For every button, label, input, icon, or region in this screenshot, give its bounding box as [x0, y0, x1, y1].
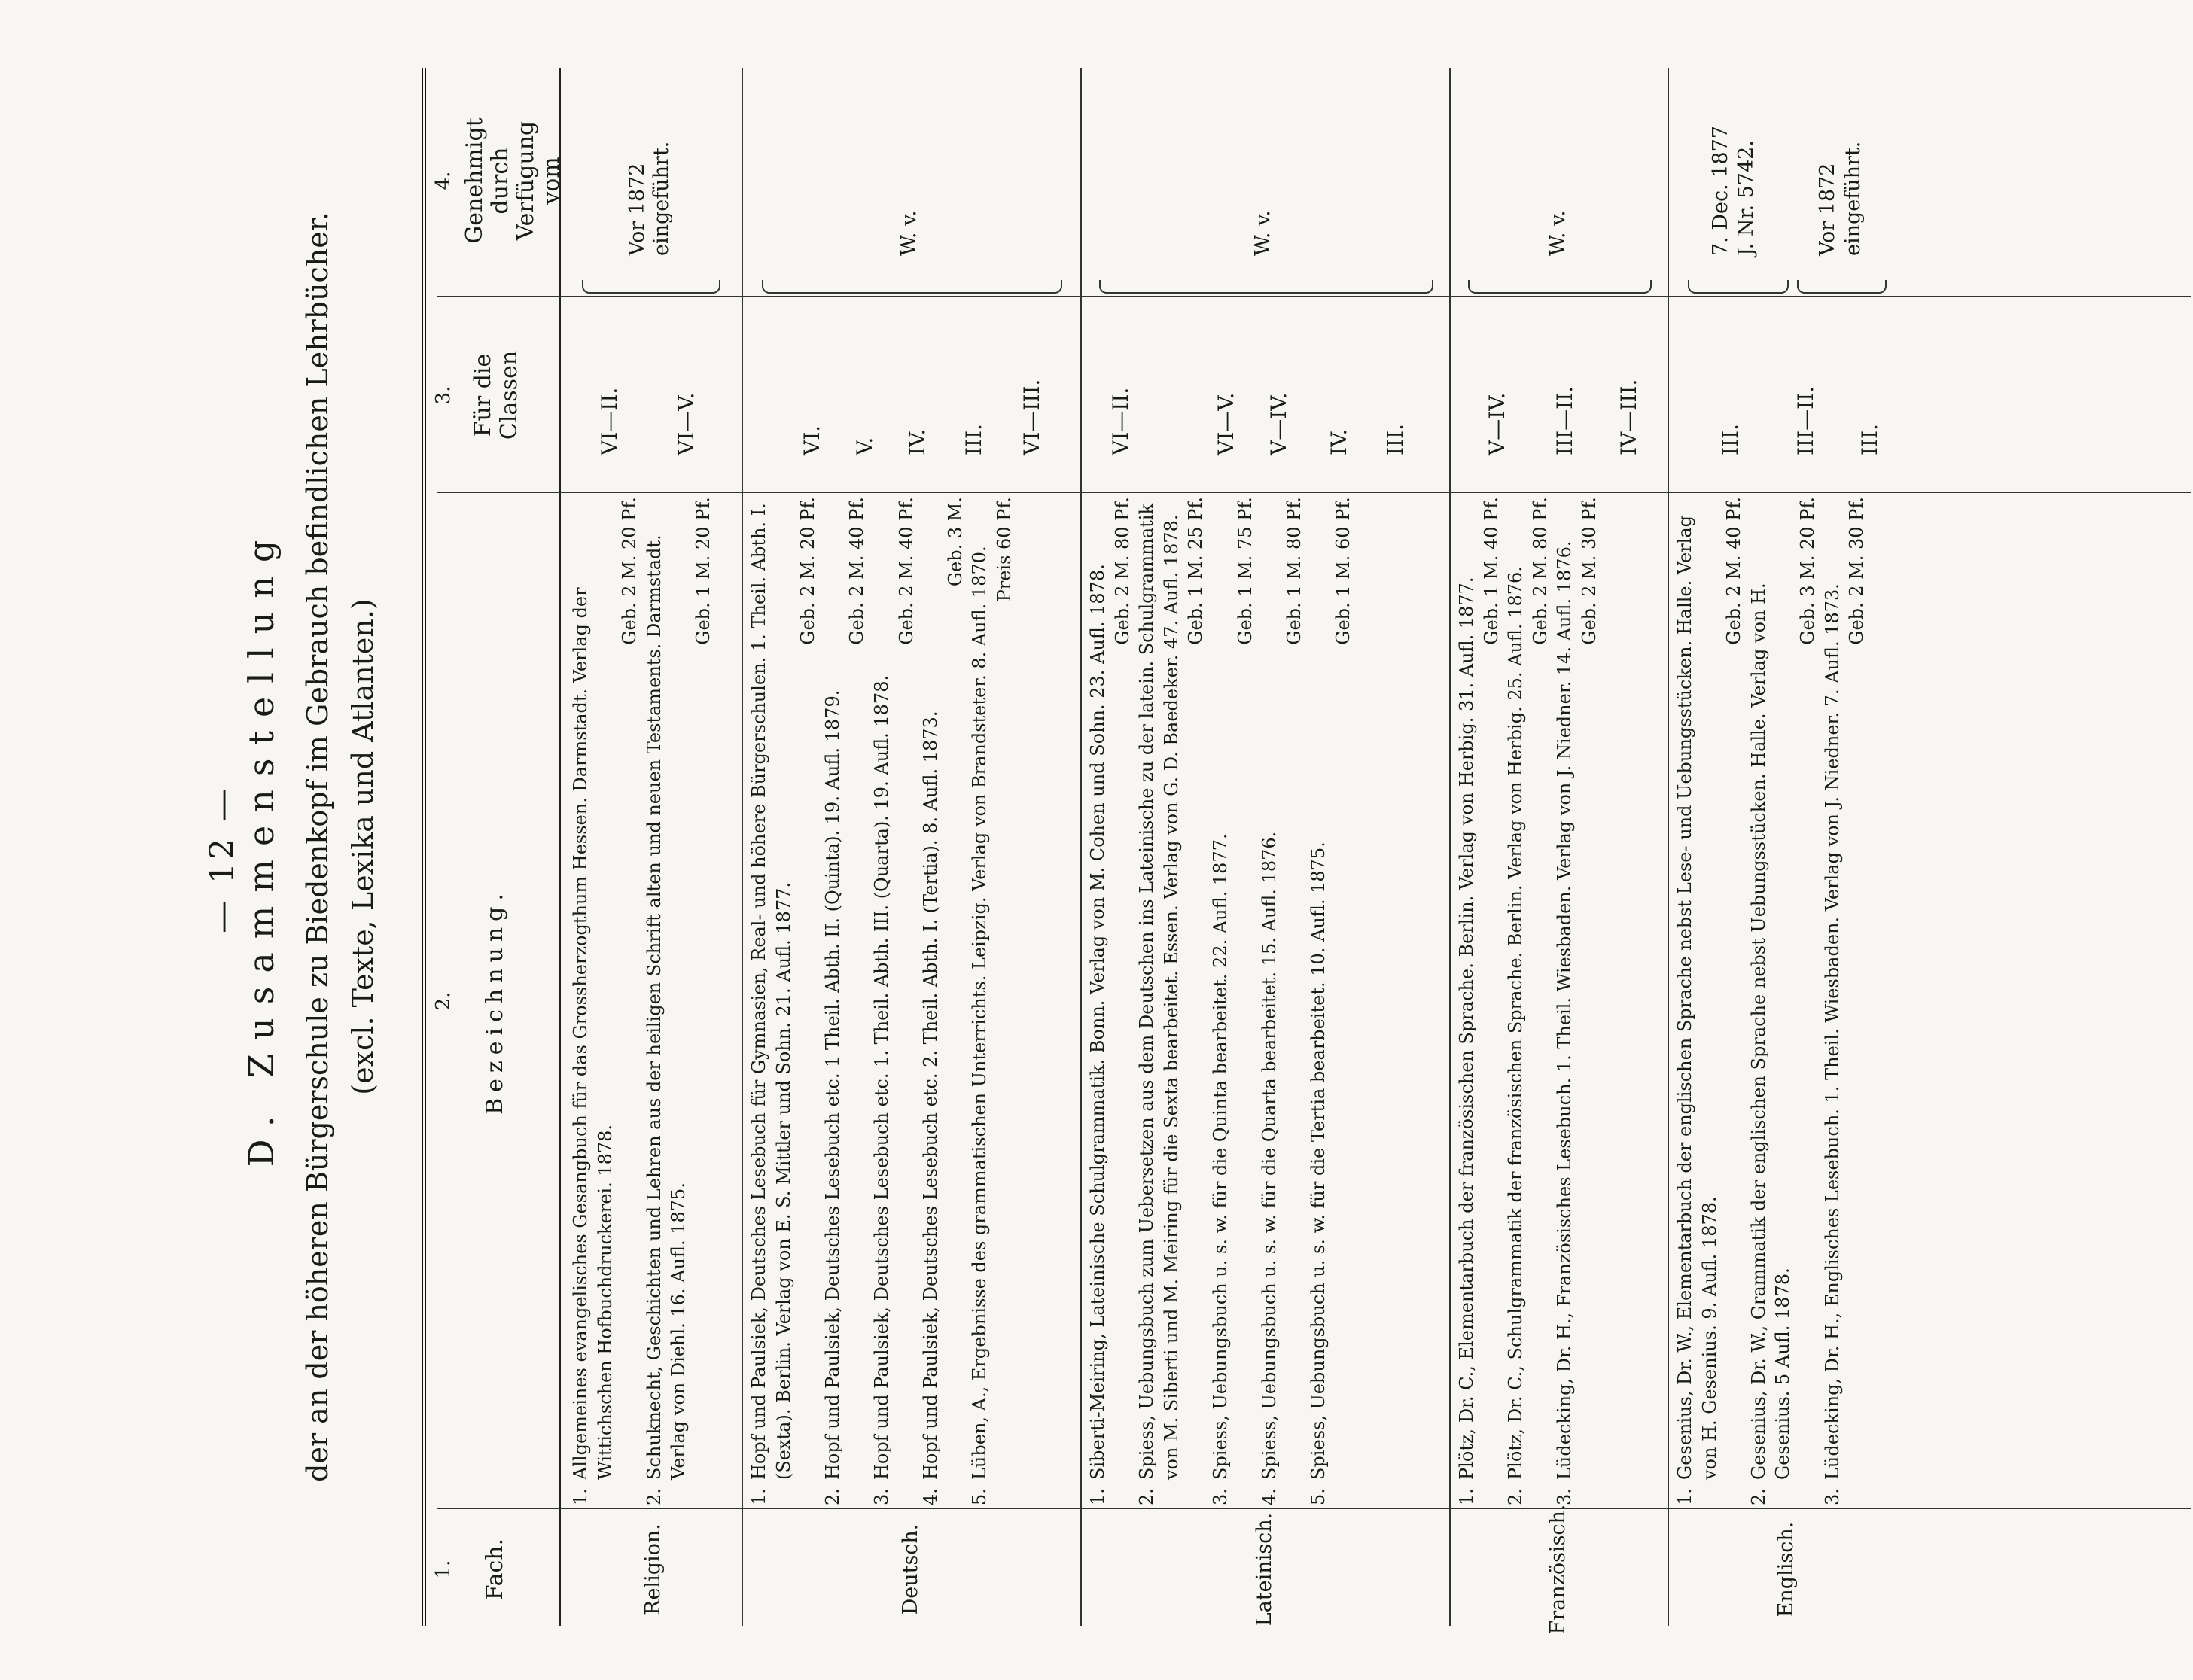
entry-price: Geb. 2 M. 30 Pf.	[1846, 497, 1868, 645]
entry-number: 1.	[570, 1488, 591, 1505]
rotated-content	[203, 68, 2191, 1635]
row-divider	[1668, 68, 1669, 1626]
class-range: V—IV.	[1266, 392, 1291, 455]
entry-price: Geb. 3 M. 20 Pf.	[1796, 497, 1818, 645]
class-range: IV.	[905, 428, 930, 455]
entry-text: Plötz, Dr. C., Schulgrammatik der französischen Sprache. Berlin. Verlag von Herbig. 25. Aufl. 1876.	[1505, 566, 1527, 1480]
page-number: — 12 —	[203, 786, 242, 933]
entry-number: 2.	[1505, 1488, 1527, 1505]
class-range: III.	[961, 423, 986, 455]
brace	[1797, 280, 1887, 294]
entry-text: Spiess, Uebungsbuch u. s. w. für die Quarta bearbeitet. 15. Aufl. 1876.	[1259, 831, 1281, 1480]
fach-label: Deutsch.	[899, 1523, 922, 1615]
approval-line: W. v.	[1251, 210, 1275, 256]
entry-number: 2.	[1136, 1488, 1158, 1505]
entry-number: 5.	[1308, 1488, 1330, 1505]
fach-label: Französisch.	[1546, 1504, 1570, 1635]
subtitle-note: (excl. Texte, Lexika und Atlanten.)	[346, 598, 379, 1095]
header-bezeichnung	[432, 497, 553, 1505]
entry-price: Geb. 2 M. 80 Pf.	[1111, 497, 1133, 645]
row-divider	[1080, 68, 1082, 1626]
class-range: III—II.	[1552, 385, 1577, 455]
class-range: VI—II.	[1108, 387, 1133, 455]
textbook-table	[422, 68, 2191, 1635]
entry-number: 3.	[870, 1488, 892, 1505]
entry-text: Gesenius, Dr. W., Elementarbuch der englischen Sprache nebst Lese- und Uebungsstücken. Halle. Verlag von H. Gesenius. 9. Aufl. 1878.	[1674, 515, 1720, 1480]
entry-number: 2.	[643, 1488, 665, 1505]
book-entry	[821, 497, 870, 1505]
entry-text: Hopf und Paulsiek, Deutsches Lesebuch für Gymnasien, Real- und höhere Bürgerschulen. 1. Theil. Abth. I. (Sexta). Berlin. Verlag von E. S. Mittler und Sohn. 21. Aufl. 1877.	[748, 503, 794, 1480]
entry-price: Geb. 1 M. 60 Pf.	[1332, 497, 1354, 645]
approval-line: J. Nr. 5742.	[1735, 140, 1758, 256]
book-list	[568, 497, 716, 1505]
entry-number: 2.	[1747, 1488, 1769, 1505]
entry-text: Lüdecking, Dr. H., Englisches Lesebuch. 1. Theil. Wiesbaden. Verlag von J. Niedner. 7. Aufl. 1873.	[1821, 583, 1843, 1480]
entry-number: 4.	[920, 1488, 942, 1505]
entry-price: Preis 60 Pf.	[993, 497, 1015, 602]
fach-label: Englisch.	[1774, 1521, 1798, 1618]
table-top-rule	[422, 68, 426, 1626]
entry-price: Geb. 2 M. 30 Pf.	[1578, 497, 1600, 645]
brace	[762, 280, 1062, 294]
header-num: 2.	[432, 991, 455, 1011]
header-fach	[432, 1513, 553, 1626]
header-num: 4.	[432, 171, 455, 190]
entry-price: Geb. 2 M. 20 Pf.	[619, 497, 641, 645]
entry-text: Spiess, Uebungsbuch zum Uebersetzen aus dem Deutschen ins Lateinische zu der latein. Schulgrammatik von M. Siberti und M. Meiring für die Sexta bearbeitet. Essen. Verlag von G. D. Baedeker. 47. Aufl. 1878.	[1136, 503, 1182, 1480]
book-entry	[747, 497, 821, 1505]
book-entry	[1503, 497, 1552, 1505]
entry-text: Lüben, A., Ergebnisse des grammatischen Unterrichts. Leipzig. Verlag von Brandsteter. 8. Aufl. 1870.	[969, 546, 991, 1480]
book-entry	[967, 497, 1016, 1505]
table-row-lateinisch	[1086, 68, 1443, 1626]
entry-text: Allgemeines evangelisches Gesangbuch für das Grossherzogthum Hessen. Darmstadt. Verlag der Wittichschen Hofbuchdruckerei. 1878.	[570, 587, 616, 1480]
fach-label: Lateinisch.	[1253, 1512, 1276, 1627]
class-range: V—IV.	[1485, 392, 1509, 455]
subtitle: der an der höheren Bürgerschule zu Biedenkopf im Gebrauch befindlichen Lehrbücher.	[301, 212, 334, 1482]
row-divider	[1449, 68, 1451, 1626]
book-entry	[1306, 497, 1355, 1505]
book-entry	[1673, 497, 1747, 1505]
book-entry	[1135, 497, 1208, 1505]
entry-number: 3.	[1209, 1488, 1231, 1505]
approval-line: eingeführt.	[650, 141, 673, 256]
entry-number: 5.	[969, 1488, 991, 1505]
entry-number: 1.	[1674, 1488, 1695, 1505]
entry-price: Geb. 2 M. 80 Pf.	[1529, 497, 1551, 645]
entry-number: 4.	[1259, 1488, 1281, 1505]
table-row-religion	[568, 68, 738, 1626]
book-entry	[1086, 497, 1135, 1505]
class-range: VI—V.	[1214, 392, 1238, 455]
entry-price: Geb. 2 M. 40 Pf.	[1723, 497, 1745, 645]
entry-number: 3.	[1821, 1488, 1843, 1505]
book-entry	[1454, 497, 1503, 1505]
brace	[1468, 280, 1652, 294]
book-entry	[870, 497, 918, 1505]
approval-line: Vor 1872	[626, 163, 649, 256]
book-entry	[918, 497, 967, 1505]
entry-number: 1.	[1456, 1488, 1477, 1505]
table-row-franzoesisch	[1454, 68, 1662, 1635]
entry-price: Geb. 3 M.	[944, 497, 966, 587]
entry-number: 2.	[821, 1488, 843, 1505]
class-range: VI—V.	[674, 392, 699, 455]
entry-text: Gesenius, Dr. W., Grammatik der englischen Sprache nebst Uebungsstücken. Halle. Verlag von H. Gesenius. 5 Aufl. 1878.	[1747, 583, 1794, 1480]
book-entry	[1747, 497, 1820, 1505]
entry-number: 3.	[1554, 1488, 1576, 1505]
header-label: Genehmigt durch Verfügung vom	[461, 117, 565, 244]
brace	[1099, 280, 1433, 294]
book-entry	[1257, 497, 1306, 1505]
book-entry	[1208, 497, 1257, 1505]
section-title: D. Zusammenstellung	[241, 526, 282, 1167]
entry-text: Spiess, Uebungsbuch u. s. w. für die Tertia bearbeitet. 10. Aufl. 1875.	[1308, 842, 1330, 1480]
entry-text: Plötz, Dr. C., Elementarbuch der französischen Sprache. Berlin. Verlag von Herbig. 31. Aufl. 1877.	[1456, 577, 1477, 1480]
entry-price: Geb. 1 M. 80 Pf.	[1283, 497, 1305, 645]
class-range: VI—II.	[597, 387, 622, 455]
class-range: III—II.	[1793, 385, 1818, 455]
header-label: Für die Classen	[470, 350, 522, 440]
book-list	[1673, 497, 1869, 1505]
entry-number: 1.	[1087, 1488, 1108, 1505]
book-entry	[642, 497, 716, 1505]
header-rule	[559, 68, 561, 1626]
entry-text: Hopf und Paulsiek, Deutsches Lesebuch etc. 1 Theil. Abth. II. (Quinta). 19. Aufl. 1879.	[821, 689, 843, 1480]
class-range: V.	[852, 437, 877, 455]
approval-line: W. v.	[897, 210, 921, 256]
entry-price: Geb. 1 M. 25 Pf.	[1185, 497, 1207, 645]
entry-price: Geb. 1 M. 40 Pf.	[1480, 497, 1502, 645]
class-range: VI—III.	[1019, 379, 1044, 455]
class-range: III.	[1718, 423, 1743, 455]
entry-number: 1.	[748, 1488, 769, 1505]
header-genehmigt	[432, 68, 565, 294]
class-range: IV—III.	[1616, 379, 1641, 455]
book-entry	[568, 497, 642, 1505]
brace	[582, 280, 720, 294]
class-range: III.	[1857, 423, 1882, 455]
book-list	[1086, 497, 1356, 1505]
approval-line: 7. Dec. 1877	[1709, 126, 1732, 256]
entry-price: Geb. 2 M. 40 Pf.	[846, 497, 868, 645]
row-divider	[742, 68, 743, 1626]
entry-text: Hopf und Paulsiek, Deutsches Lesebuch etc. 1. Theil. Abth. III. (Quarta). 19. Aufl. 1878.	[870, 674, 892, 1480]
entry-text: Spiess, Uebungsbuch u. s. w. für die Quinta bearbeitet. 22. Aufl. 1877.	[1209, 833, 1231, 1480]
book-list	[1454, 497, 1602, 1505]
header-classen	[432, 301, 553, 489]
class-range: III.	[1383, 423, 1408, 455]
book-entry	[1552, 497, 1601, 1505]
entry-price: Geb. 2 M. 20 Pf.	[797, 497, 819, 645]
class-range: IV.	[1326, 428, 1351, 455]
class-range: VI.	[800, 425, 824, 455]
header-num: 1.	[432, 1560, 455, 1579]
header-num: 3.	[432, 385, 455, 405]
approval-line: eingeführt.	[1841, 141, 1865, 256]
entry-text: Hopf und Paulsiek, Deutsches Lesebuch etc. 2. Theil. Abth. I. (Tertia). 8. Aufl. 1873.	[920, 711, 942, 1480]
entry-text: Schuknecht, Geschichten und Lehren aus der heiligen Schrift alten und neuen Testaments. Darmstadt. Verlag von Diehl. 16. Aufl. 1875.	[643, 534, 690, 1480]
table-row-deutsch	[747, 68, 1074, 1626]
table-row-englisch	[1673, 68, 1899, 1626]
entry-text: Lüdecking, Dr. H., Französisches Lesebuch. 1. Theil. Wiesbaden. Verlag von J. Niedner. 14. Aufl. 1876.	[1554, 540, 1576, 1480]
fach-label: Religion.	[641, 1523, 665, 1615]
entry-price: Geb. 2 M. 40 Pf.	[895, 497, 917, 645]
brace	[1688, 280, 1789, 294]
header-label: Fach.	[482, 1538, 508, 1601]
book-entry	[1820, 497, 1869, 1505]
approval-line: W. v.	[1546, 210, 1570, 256]
book-list	[747, 497, 1017, 1505]
entry-price: Geb. 1 M. 75 Pf.	[1234, 497, 1256, 645]
entry-price: Geb. 1 M. 20 Pf.	[692, 497, 714, 645]
approval-line: Vor 1872	[1816, 163, 1839, 256]
entry-text: Siberti-Meiring, Lateinische Schulgrammatik. Bonn. Verlag von M. Cohen und Sohn. 23. Aufl. 1878.	[1087, 564, 1108, 1480]
header-label: Bezeichnung.	[482, 887, 508, 1115]
